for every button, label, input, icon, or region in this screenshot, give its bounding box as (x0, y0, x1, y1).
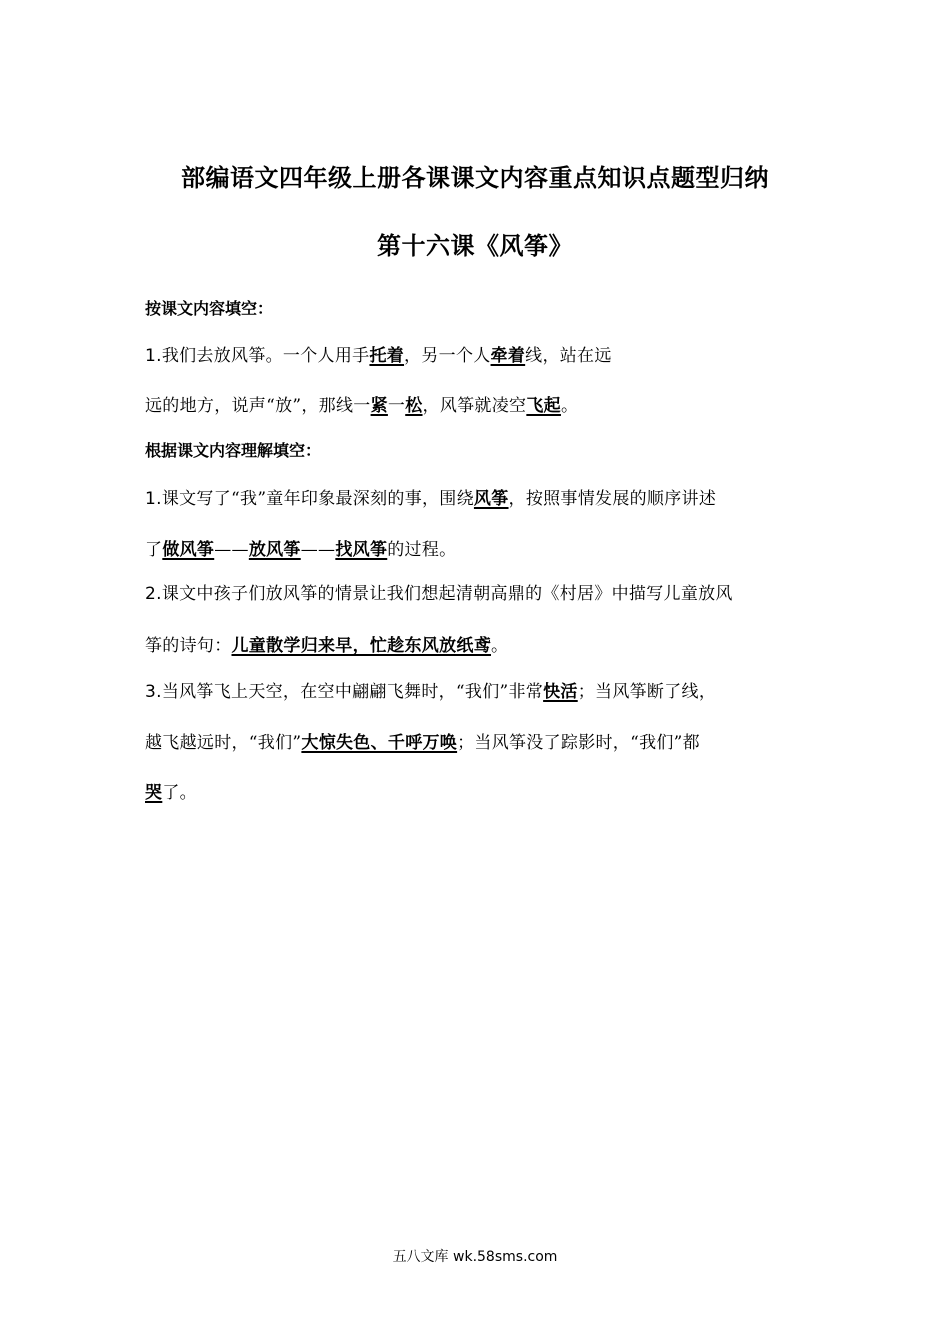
question-line (145, 341, 612, 366)
answer: 哭 (145, 783, 163, 803)
document-title: 部编语文四年级上册各课课文内容重点知识点题型归纳 (181, 163, 769, 192)
question-line (145, 631, 508, 656)
footer-domain: wk.58sms.com (453, 1249, 558, 1265)
answer: 牵着 (490, 346, 526, 366)
question-text: ；当风筝没了踪影时，“我们”都 (457, 733, 700, 753)
answer: 飞起 (526, 396, 561, 416)
question-text: 课文中孩子们放风筝的情景让我们想起清朝高鼎的《村居》中描写儿童放风 (161, 584, 733, 604)
answer: 找风筝 (335, 540, 388, 560)
question-line (145, 677, 716, 702)
question-text: 课文写了“我”童年印象最深刻的事，围绕 (161, 489, 474, 509)
question-text: 的过程。 (387, 540, 457, 560)
question-text: 我们去放风筝。一个人用手 (161, 346, 370, 366)
lesson-title: 第十六课《风筝》 (377, 231, 573, 260)
question-number: 2. (145, 584, 162, 604)
footer-brand: 五八文库 (392, 1249, 449, 1265)
answer: 托着 (369, 346, 405, 366)
question-line (145, 778, 197, 803)
question-number: 1. (145, 346, 162, 366)
question-text: 了 (145, 540, 163, 560)
question-line (145, 391, 578, 416)
answer: 做风筝 (162, 540, 215, 560)
question-text: 线，站在远 (525, 346, 612, 366)
answer: 快活 (543, 682, 578, 702)
answer: 紧 (370, 396, 388, 416)
question-line (145, 579, 733, 604)
question-text: 远的地方，说声“放”，那线一 (145, 396, 371, 416)
section-heading-comprehension: 根据课文内容理解填空： (145, 441, 322, 460)
question-text: 。 (560, 396, 579, 416)
question-text: ，另一个人 (404, 346, 491, 366)
question-number: 3. (145, 682, 162, 702)
question-text: 筝的诗句： (145, 636, 232, 656)
question-text: 一 (387, 396, 406, 416)
question-text: 越飞越远时，“我们” (145, 733, 302, 753)
answer: 儿童散学归来早，忙趁东风放纸鸢 (231, 636, 491, 656)
question-line (145, 728, 700, 753)
question-number: 1. (145, 489, 162, 509)
answer: 大惊失色、千呼万唤 (301, 733, 458, 753)
answer: 放风筝 (248, 540, 301, 560)
question-line (145, 484, 716, 509)
answer: 松 (405, 396, 423, 416)
question-text: ；当风筝断了线， (577, 682, 717, 702)
question-text: ，风筝就凌空 (422, 396, 527, 416)
question-text: ，按照事情发展的顺序讲述 (508, 489, 717, 509)
question-line (145, 535, 456, 560)
question-text: 。 (491, 636, 509, 656)
answer: 风筝 (473, 489, 509, 509)
question-text: 了。 (162, 783, 197, 803)
question-text: —— (214, 540, 249, 560)
page-footer (0, 1246, 950, 1266)
question-text: —— (300, 540, 336, 560)
question-text: 当风筝飞上天空，在空中翩翩飞舞时，“我们”非常 (161, 682, 544, 702)
section-heading-fill-in: 按课文内容填空： (145, 299, 274, 318)
